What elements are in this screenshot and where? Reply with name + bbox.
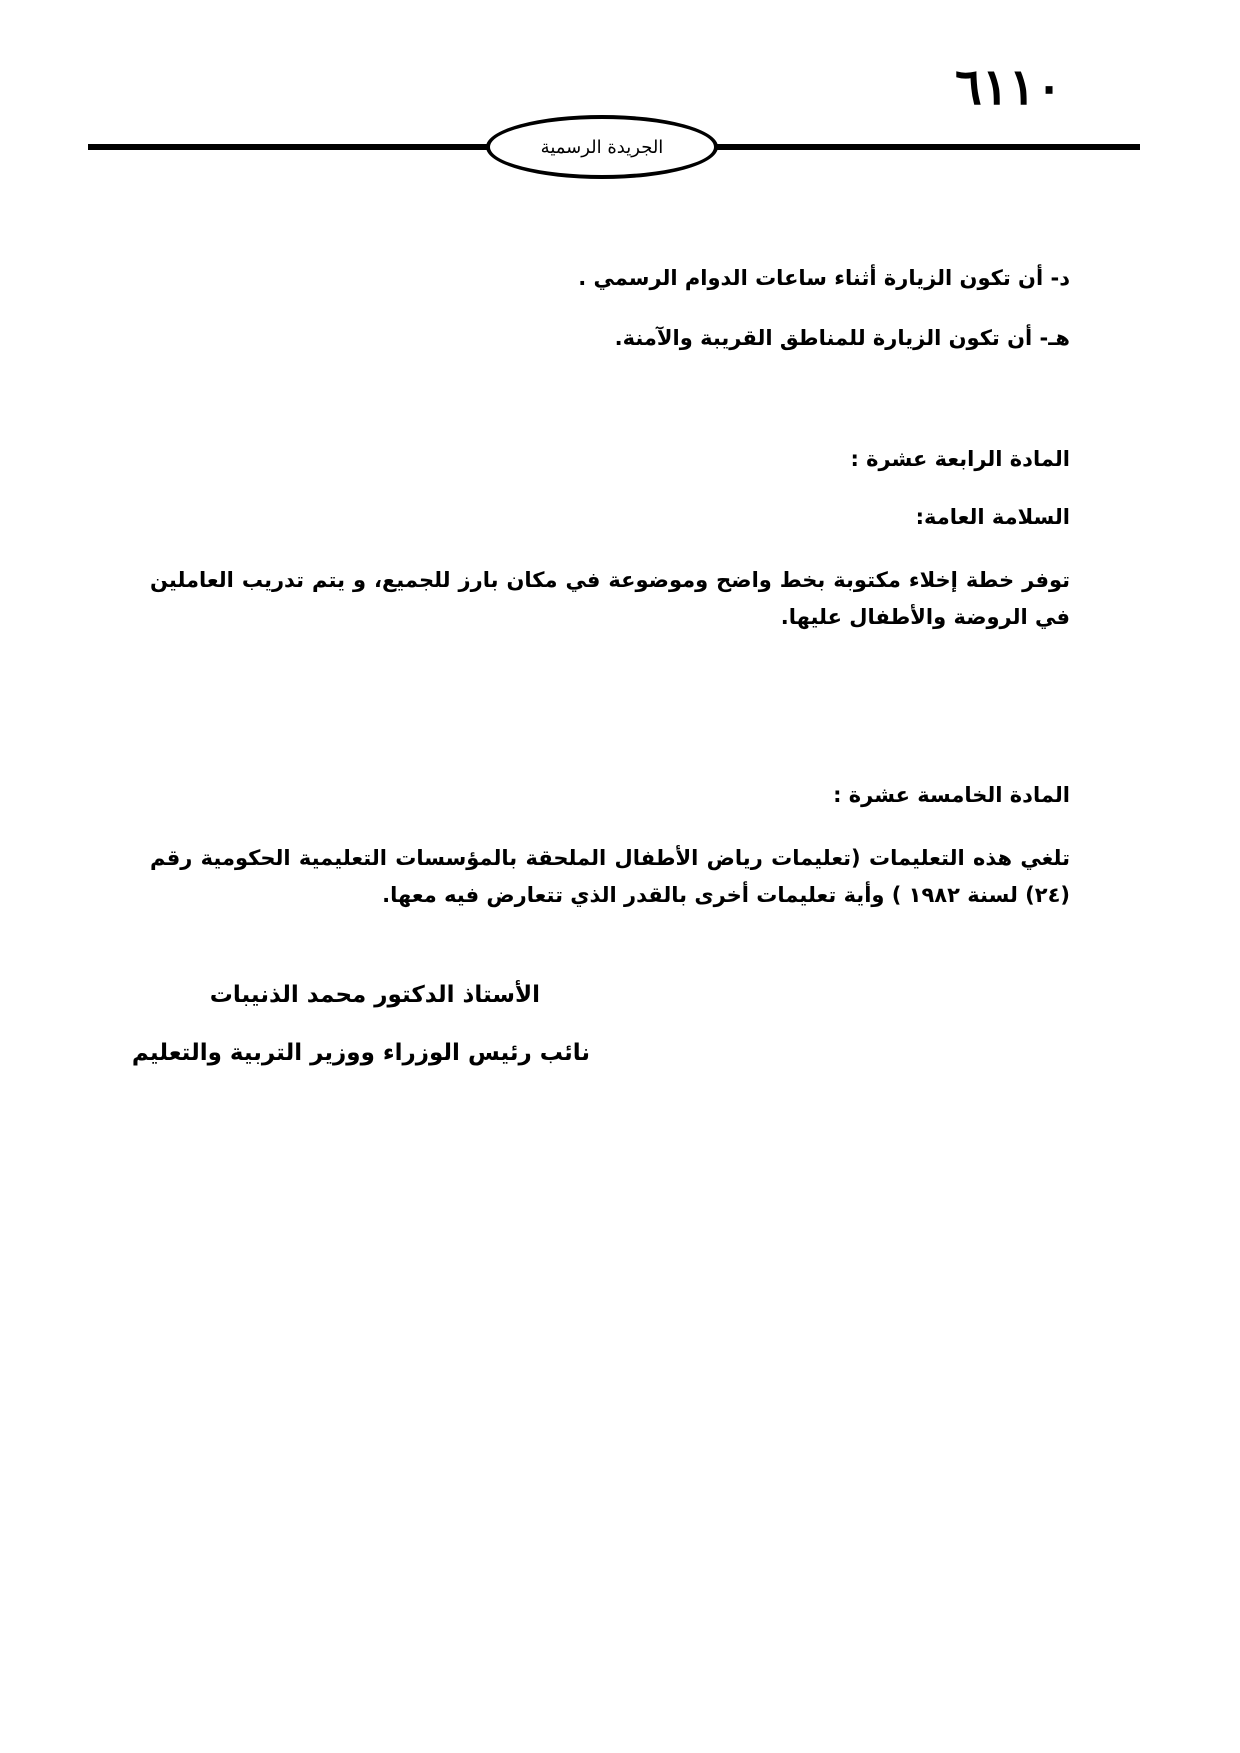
article-14-text: توفر خطة إخلاء مكتوبة بخط واضح وموضوعة في مكان بارز للجميع، و يتم تدريب العاملين في الروضة والأطفال عليها. [150, 568, 1070, 629]
article-14-title: المادة الرابعة عشرة : [850, 447, 1070, 471]
item-d: د- أن تكون الزيارة أثناء ساعات الدوام الرسمي . [578, 266, 1070, 290]
article-14-subtitle: السلامة العامة: [915, 505, 1070, 529]
item-h: هـ- أن تكون الزيارة للمناطق القريبة والآمنة. [614, 326, 1070, 350]
article-15-title: المادة الخامسة عشرة : [833, 783, 1070, 807]
page-number: ٦١١٠ [955, 57, 1063, 116]
signatory-position: نائب رئيس الوزراء ووزير التربية والتعليم [131, 1040, 590, 1066]
signatory-name: الأستاذ الدكتور محمد الذنيبات [209, 982, 540, 1008]
gazette-title-badge [486, 115, 718, 179]
article-15-text: تلغي هذه التعليمات (تعليمات رياض الأطفال الملحقة بالمؤسسات التعليمية الحكومية رقم (٢٤) لسنة ١٩٨٢ ) وأية تعليمات أخرى بالقدر الذي تتعارض فيه معها. [150, 846, 1070, 907]
gazette-title: الجريدة الرسمية [540, 136, 664, 158]
